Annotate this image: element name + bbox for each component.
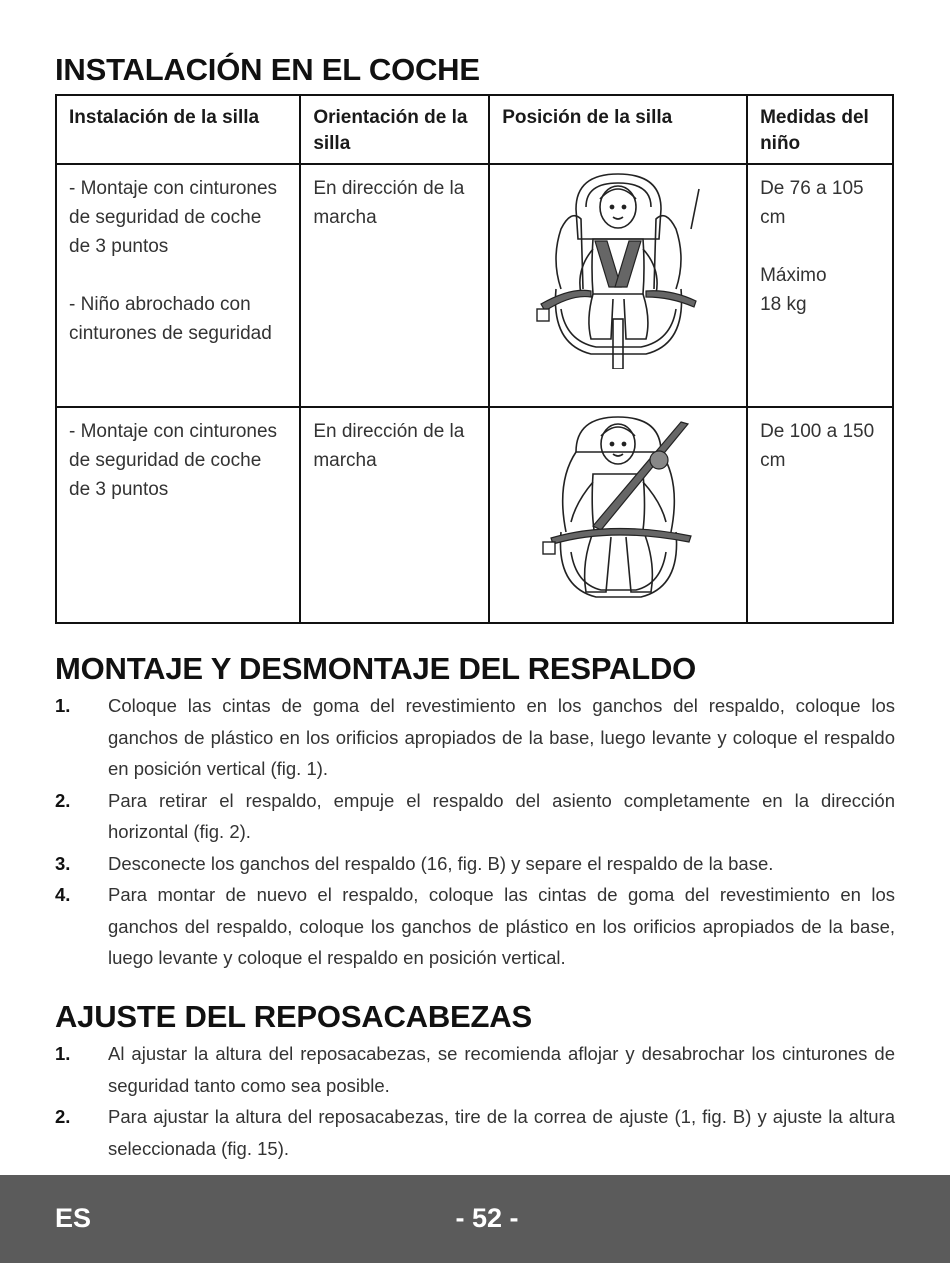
step-text: Al ajustar la altura del reposacabezas, se recomienda aflojar y desabrochar los cinturones de seguridad tanto como sea posible. [108, 1043, 895, 1096]
step-text: Coloque las cintas de goma del revestimiento en los ganchos del respaldo, coloque los ganchos de plástico en los orificios apropiados de la base, luego levante y coloque el respaldo en posición vertical (fig. 1). [108, 695, 895, 779]
cell-measures: De 76 a 105 cm Máximo 18 kg [747, 164, 893, 407]
list-item [55, 879, 895, 974]
header-position: Posición de la silla [489, 95, 747, 164]
section-title-backrest: MONTAJE Y DESMONTAJE DEL RESPALDO [55, 651, 697, 686]
step-number: 4. [55, 884, 71, 905]
header-orientation: Orientación de la silla [300, 95, 489, 164]
cell-measures: De 100 a 150 cm [747, 407, 893, 623]
section-title-headrest: AJUSTE DEL REPOSACABEZAS [55, 999, 532, 1034]
list-item [55, 1101, 895, 1164]
headrest-steps-list [55, 1038, 895, 1164]
child-seat-harness-illustration [531, 169, 706, 369]
table-row [56, 164, 893, 407]
cell-installation: - Montaje con cinturones de seguridad de coche de 3 puntos [56, 407, 300, 623]
header-measures: Medidas del niño [747, 95, 893, 164]
section-title-installation: INSTALACIÓN EN EL COCHE [55, 52, 480, 87]
step-text: Para montar de nuevo el respaldo, coloque las cintas de goma del revestimiento en los ganchos del respaldo, coloque los ganchos de plástico en los orificios apropiados de la base, luego levante y coloque el respaldo en posición vertical. [108, 884, 895, 968]
installation-table [55, 94, 894, 624]
list-item [55, 690, 895, 785]
cell-installation: - Montaje con cinturones de seguridad de coche de 3 puntos - Niño abrochado con cinturones de seguridad [56, 164, 300, 407]
step-number: 2. [55, 789, 71, 811]
backrest-steps-list [55, 690, 895, 974]
step-number: 1. [55, 695, 71, 716]
cell-position-illustration [489, 164, 747, 407]
language-code: ES [55, 1203, 92, 1233]
step-number: 1. [55, 1043, 71, 1064]
step-text: Para ajustar la altura del reposacabezas, tire de la correa de ajuste (1, fig. B) y ajuste la altura seleccionada (fig. 15). [108, 1106, 895, 1159]
step-text: Desconecte los ganchos del respaldo (16, fig. B) y separe el respaldo de la base. [108, 852, 774, 874]
page-number: - 52 - [455, 1203, 519, 1233]
list-item [55, 1038, 895, 1101]
step-number: 2. [55, 1106, 71, 1127]
cell-position-illustration [489, 407, 747, 623]
list-item [55, 785, 895, 848]
page-footer [0, 1175, 950, 1263]
list-item [55, 848, 895, 880]
cell-orientation: En dirección de la marcha [300, 407, 489, 623]
step-text: Para retirar el respaldo, empuje el respaldo del asiento completamente en la dirección horizontal (fig. 2). [108, 789, 895, 842]
header-installation: Instalación de la silla [56, 95, 300, 164]
table-header-row [56, 95, 893, 164]
child-seat-belt-illustration [531, 412, 706, 604]
table-row [56, 407, 893, 623]
step-number: 3. [55, 852, 71, 874]
cell-orientation: En dirección de la marcha [300, 164, 489, 407]
